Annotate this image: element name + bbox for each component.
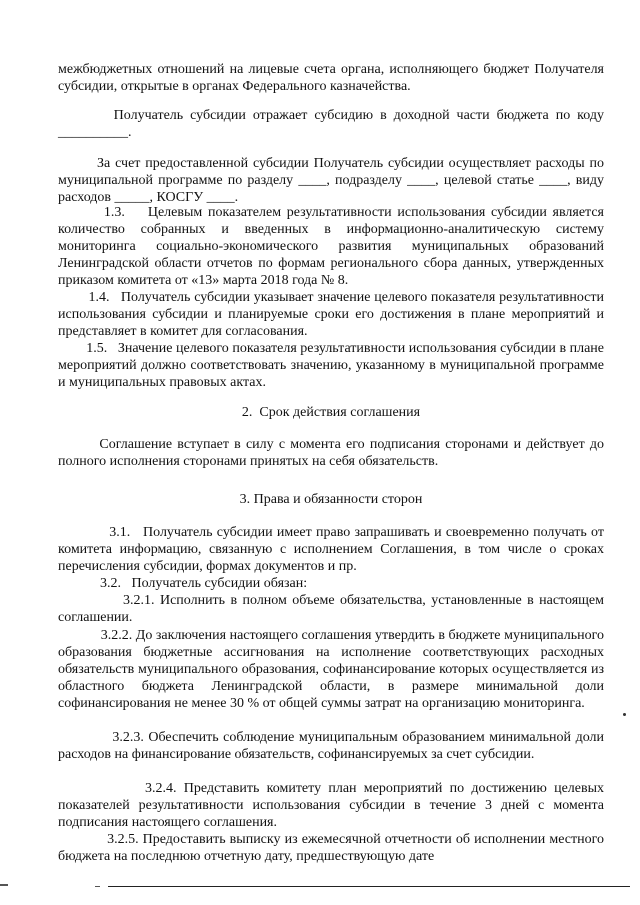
paragraph-3-2: 3.2. Получатель субсидии обязан:: [58, 576, 308, 591]
paragraph-expenses: За счет предоставленной субсидии Получатель субсидии осуществляет расходы по муниципальной программе по разделу ____, подразделу ____, целевой статье ____, виду расходов _____, КОСГУ ____.: [58, 156, 604, 205]
paragraph-3-2-1: 3.2.1. Исполнить в полном объеме обязательства, установленные в настоящем соглашении.: [58, 593, 604, 625]
paragraph-3-1: 3.1. Получатель субсидии имеет право запрашивать и своевременно получать от комитета информацию, связанную с исполнением Соглашения, в том числе о сроках перечисления субсидии, формах документов и пр.: [58, 525, 604, 574]
paragraph-1-3: 1.3. Целевым показателем результативности использования субсидии является количество собранных и введенных в информационно-аналитическую систему мониторинга социально-экономического развития муниципальных образований Ленинградской области отчетов по формам регионального сбора данных, утвержденных приказом комитета от «13» марта 2018 года № 8.: [58, 205, 604, 288]
section-2-heading: 2. Срок действия соглашения: [241, 405, 421, 420]
paragraph-3-2-3: 3.2.3. Обеспечить соблюдение муниципальным образованием минимальной доли расходов на финансирование обязательств, софинансируемых за счет субсидии.: [58, 730, 604, 762]
paragraph-transfer-accounts: межбюджетных отношений на лицевые счета органа, исполняющего бюджет Получателя субсидии, открытые в органах Федерального казначейства.: [58, 62, 604, 94]
paragraph-3-2-5: 3.2.5. Предоставить выписку из ежемесячной отчетности об исполнении местного бюджета на последнюю отчетную дату, предшествующую дате: [58, 832, 604, 864]
scan-edge-mark: [0, 884, 8, 886]
section-2-text: Соглашение вступает в силу с момента его подписания сторонами и действует до полного исполнения сторонами принятых на себя обязательств.: [58, 437, 604, 469]
section-3-heading: 3. Права и обязанности сторон: [239, 492, 423, 507]
scan-edge-mark: [95, 886, 100, 887]
paragraph-3-2-2: 3.2.2. До заключения настоящего соглашения утвердить в бюджете муниципального образования бюджетные ассигнования на исполнение соответствующих расходных обязательств муниципального образования, софинансирование которых осуществляется из областного бюджета Ленинградской области, в размере минимальной доли софинансирования не менее 30 % от общей суммы затрат на организацию мониторинга.: [58, 628, 604, 711]
paragraph-revenue-code: Получатель субсидии отражает субсидию в доходной части бюджета по коду __________.: [58, 108, 604, 140]
paragraph-1-5: 1.5. Значение целевого показателя результативности использования субсидии в плане мероприятий должно соответствовать значению, указанному в муниципальной программе и муниципальных правовых актах.: [58, 341, 604, 390]
paragraph-3-2-4: 3.2.4. Представить комитету план мероприятий по достижению целевых показателей результативности использования субсидии в течение 3 дней с момента подписания настоящего соглашения.: [58, 781, 604, 830]
page-bottom-rule: [108, 886, 630, 887]
scan-speck: [623, 713, 626, 716]
paragraph-1-4: 1.4. Получатель субсидии указывает значение целевого показателя результативности использования субсидии и планируемые сроки его достижения в плане мероприятий и представляет в комитет для согласования.: [58, 290, 604, 339]
